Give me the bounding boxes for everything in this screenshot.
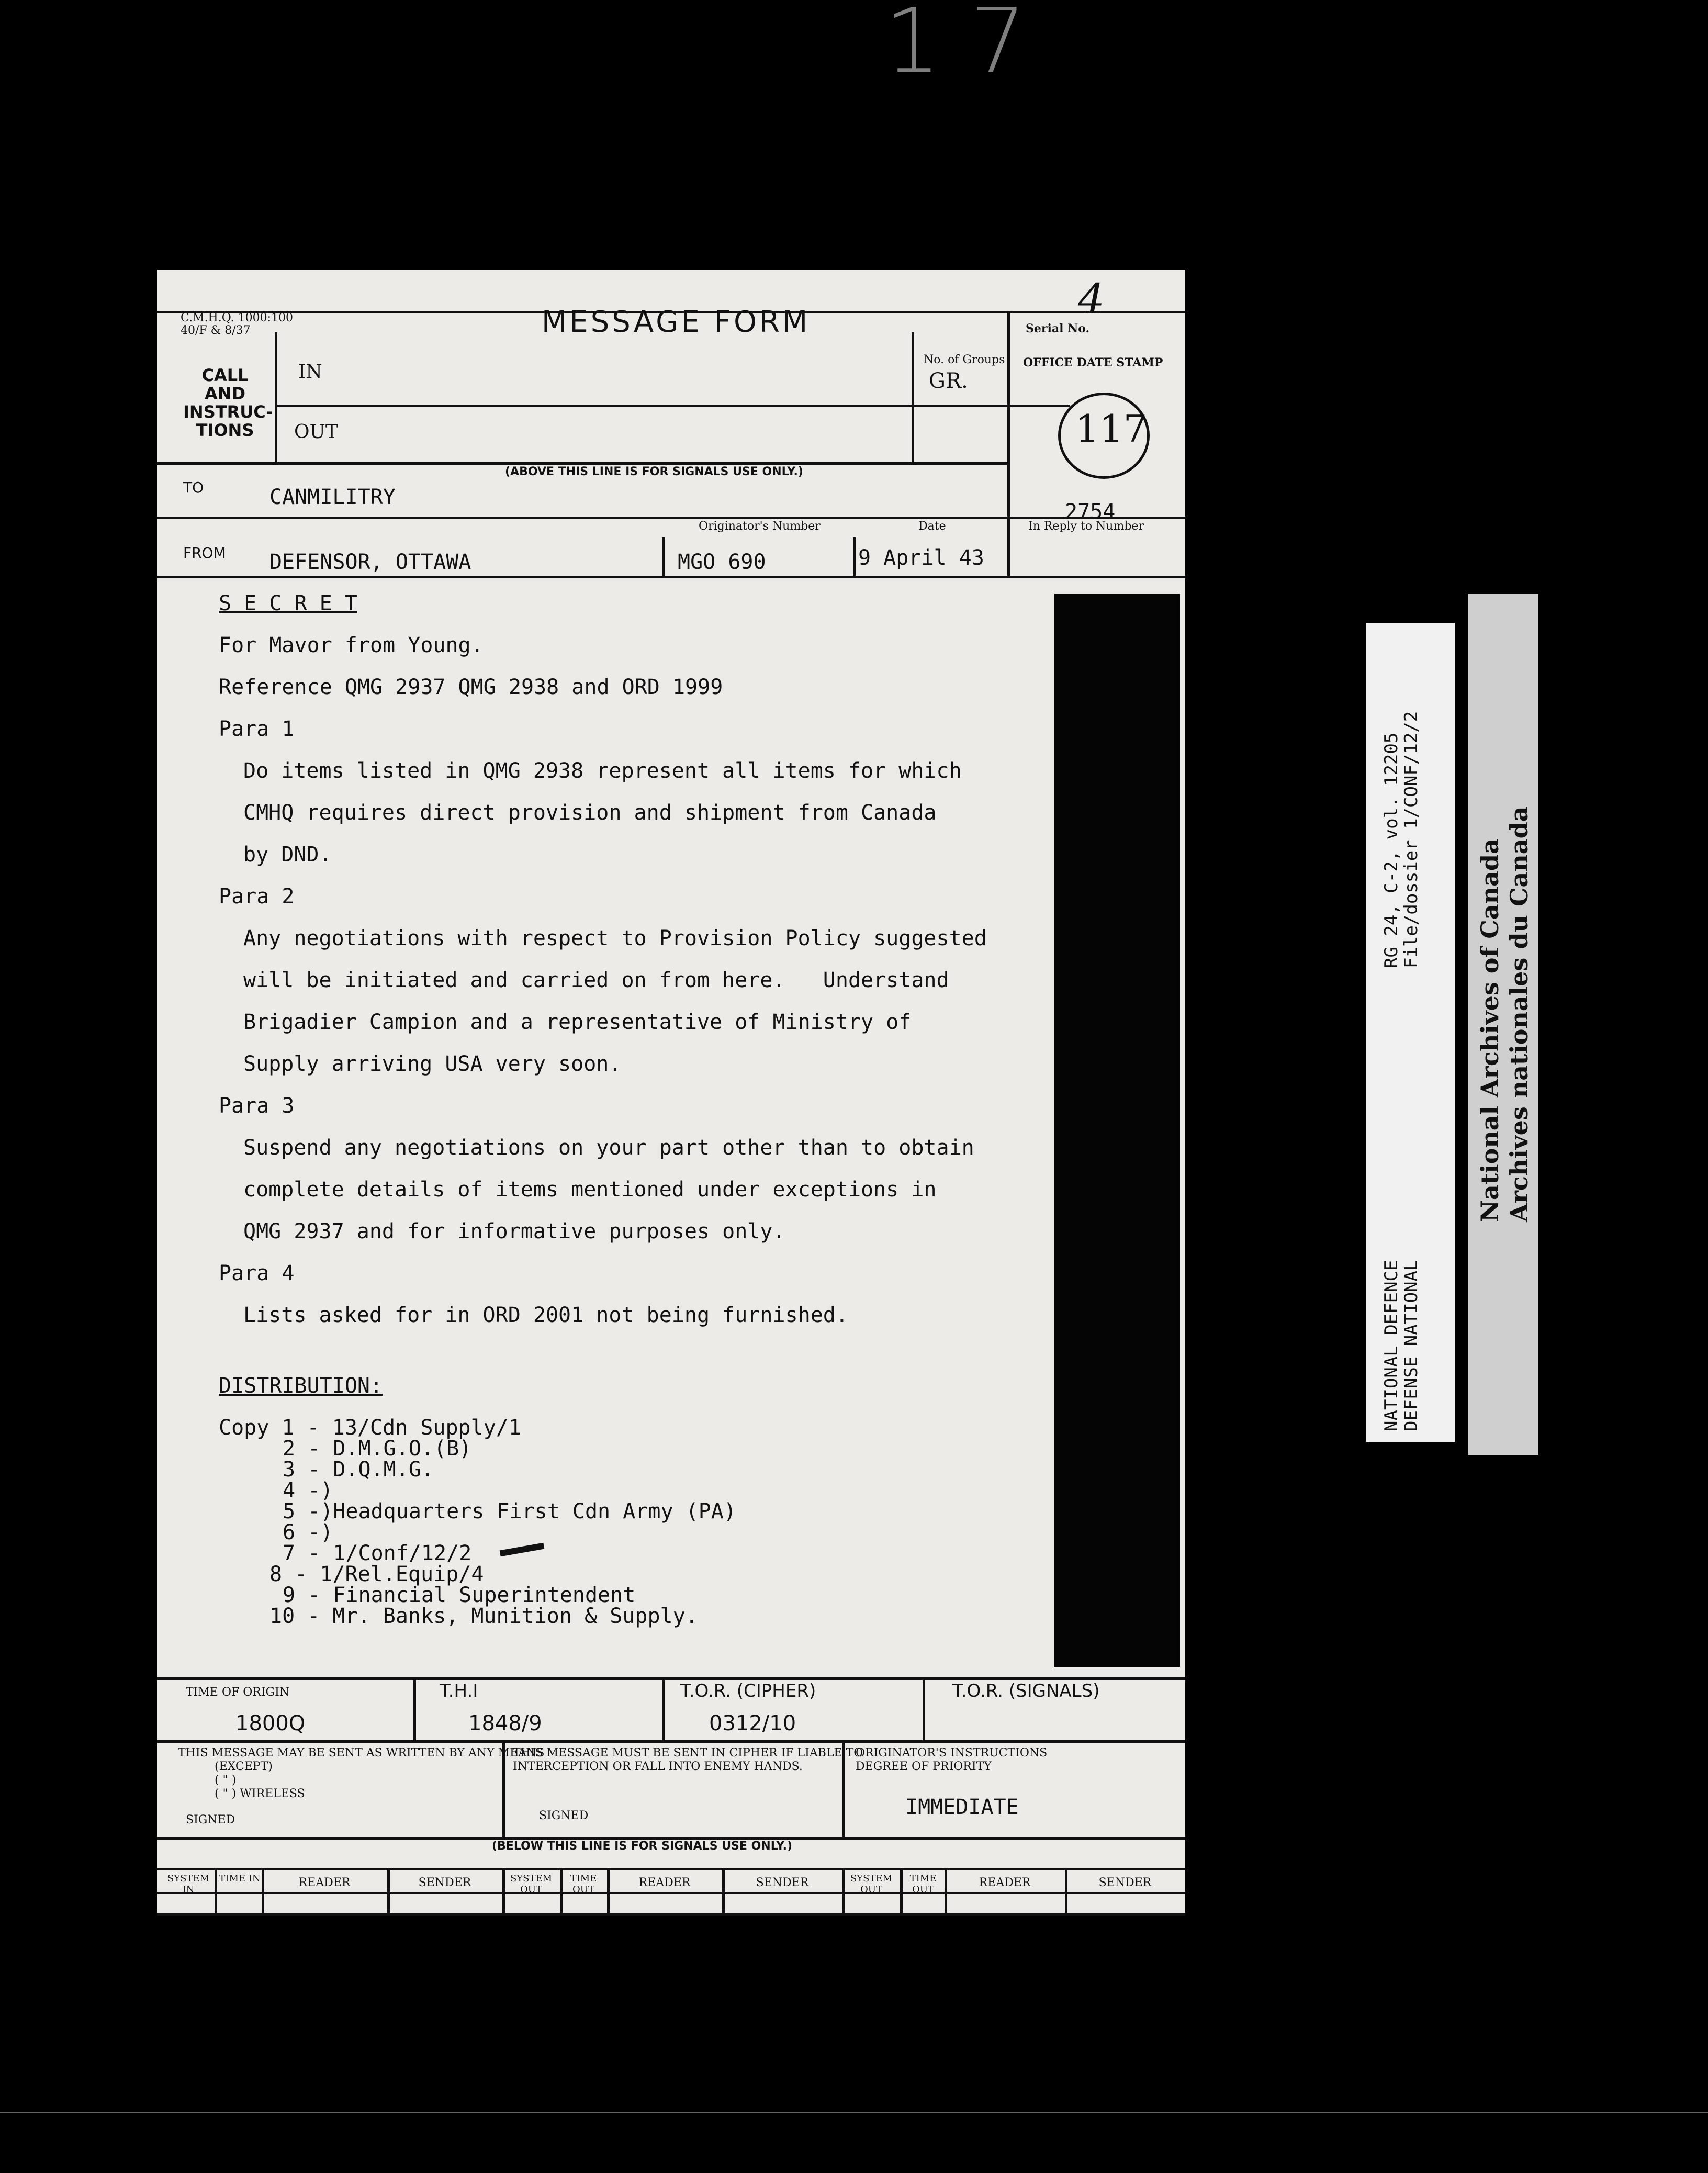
body-line: Do items listed in QMG 2938 represent all items for which bbox=[243, 759, 962, 783]
distribution-item: 3 - D.Q.M.G. bbox=[283, 1458, 434, 1482]
archive-department-line: NATIONAL DEFENCE bbox=[1381, 1260, 1402, 1431]
tor-signals-label: T.O.R. (SIGNALS) bbox=[952, 1681, 1100, 1701]
body-line: Reference QMG 2937 QMG 2938 and ORD 1999 bbox=[219, 675, 723, 699]
instructions-text: DEGREE OF PRIORITY bbox=[856, 1760, 992, 1773]
date-value: 9 April 43 bbox=[858, 546, 984, 570]
in-label: IN bbox=[298, 361, 322, 383]
col-time-in: TIME IN bbox=[219, 1873, 261, 1884]
para-heading: Para 3 bbox=[219, 1094, 295, 1118]
body-line: by DND. bbox=[243, 843, 332, 867]
rule bbox=[923, 1677, 925, 1740]
archive-name-line: Archives nationales du Canada bbox=[1505, 806, 1533, 1222]
scan-edge-line bbox=[0, 2112, 1708, 2113]
form-title: MESSAGE FORM bbox=[542, 305, 811, 339]
archive-department-line: DEFENSE NATIONAL bbox=[1401, 1260, 1422, 1431]
distribution-item: 7 - 1/Conf/12/2 bbox=[283, 1541, 472, 1565]
tor-cipher-value: 0312/10 bbox=[709, 1711, 796, 1735]
rule bbox=[275, 405, 1070, 407]
body-line: For Mavor from Young. bbox=[219, 633, 484, 657]
col-sender: SENDER bbox=[756, 1876, 809, 1889]
para-heading: Para 1 bbox=[219, 717, 295, 741]
distribution-item: Copy 1 - 13/Cdn Supply/1 bbox=[219, 1416, 521, 1440]
cipher-text: INTERCEPTION OR FALL INTO ENEMY HANDS. bbox=[513, 1760, 803, 1773]
serial-label: Serial No. bbox=[1026, 322, 1090, 335]
body-line: Any negotiations with respect to Provision Policy suggested bbox=[243, 926, 987, 950]
rule bbox=[157, 1740, 1185, 1743]
page-number: 17 bbox=[884, 0, 1055, 93]
body-line: Lists asked for in ORD 2001 not being furnished. bbox=[243, 1303, 848, 1327]
col-reader: READER bbox=[979, 1876, 1031, 1889]
to-value: CANMILITRY bbox=[269, 485, 396, 509]
col-reader: READER bbox=[298, 1876, 351, 1889]
groups-value: GR. bbox=[929, 369, 968, 393]
rule bbox=[157, 1892, 1185, 1894]
distribution-item: 8 - 1/Rel.Equip/4 bbox=[269, 1562, 484, 1586]
form-code: C.M.H.Q. 1000:100 bbox=[181, 311, 294, 324]
rule bbox=[912, 332, 914, 463]
from-label: FROM bbox=[183, 544, 226, 562]
rule bbox=[157, 517, 1185, 519]
sent-text: ( " ) bbox=[215, 1774, 237, 1787]
rule bbox=[275, 332, 277, 463]
call-label bbox=[183, 365, 273, 440]
distribution-item: 5 -)Headquarters First Cdn Army (PA) bbox=[283, 1499, 736, 1524]
archive-label bbox=[1468, 594, 1538, 1455]
body-line: will be initiated and carried on from here. Understand bbox=[243, 968, 949, 992]
instructions-text: ORIGINATOR'S INSTRUCTIONS bbox=[856, 1746, 1048, 1760]
body-line: Suspend any negotiations on your part other than to obtain bbox=[243, 1136, 974, 1160]
call-label-line: TIONS bbox=[196, 420, 254, 440]
date-label: Date bbox=[918, 520, 946, 533]
message-form bbox=[157, 270, 1185, 1916]
archive-name-line: National Archives of Canada bbox=[1476, 838, 1504, 1222]
distribution-item: 4 -) bbox=[283, 1478, 333, 1503]
call-label-line: AND bbox=[204, 384, 246, 404]
col-system-out: SYSTEM OUT bbox=[850, 1873, 893, 1895]
rule bbox=[157, 1677, 1185, 1680]
signals-note-top: (ABOVE THIS LINE IS FOR SIGNALS USE ONLY.) bbox=[505, 465, 803, 478]
rule bbox=[413, 1677, 416, 1740]
reference-number: 2754 bbox=[1065, 500, 1116, 524]
rule bbox=[1007, 311, 1010, 578]
signed-label: SIGNED bbox=[186, 1813, 235, 1827]
distribution-item: 10 - Mr. Banks, Munition & Supply. bbox=[269, 1604, 698, 1628]
from-value: DEFENSOR, OTTAWA bbox=[269, 550, 471, 574]
secret-heading: S E C R E T bbox=[219, 591, 357, 615]
distribution-item: 2 - D.M.G.O.(B) bbox=[283, 1437, 472, 1461]
priority-value: IMMEDIATE bbox=[905, 1795, 1019, 1819]
distribution-item: 9 - Financial Superintendent bbox=[283, 1583, 636, 1607]
rule bbox=[853, 537, 856, 577]
time-origin-label: TIME OF ORIGIN bbox=[186, 1686, 290, 1699]
originator-label: Originator's Number bbox=[699, 520, 821, 533]
archive-reference-line: File/dossier 1/CONF/12/2 bbox=[1401, 711, 1422, 968]
para-heading: Para 2 bbox=[219, 884, 295, 909]
archive-reference-label bbox=[1366, 623, 1455, 1442]
col-system-out: SYSTEM OUT bbox=[510, 1873, 553, 1895]
col-sender: SENDER bbox=[1098, 1876, 1152, 1889]
form-code: 40/F & 8/37 bbox=[181, 324, 251, 337]
sent-text: THIS MESSAGE MAY BE SENT AS WRITTEN BY ANY MEANS bbox=[178, 1746, 545, 1760]
archive-department-text bbox=[1381, 1260, 1421, 1431]
originator-value: MGO 690 bbox=[678, 550, 766, 574]
cipher-text: THIS MESSAGE MUST BE SENT IN CIPHER IF LIABLE TO bbox=[513, 1746, 863, 1760]
rule bbox=[157, 462, 1010, 465]
rule bbox=[662, 537, 665, 577]
archive-reference-line: RG 24, C-2, vol. 12205 bbox=[1381, 732, 1402, 968]
col-reader: READER bbox=[638, 1876, 691, 1889]
call-label-line: INSTRUC- bbox=[183, 402, 273, 422]
redaction-block bbox=[1054, 594, 1180, 1667]
para-heading: Para 4 bbox=[219, 1261, 295, 1285]
thi-value: 1848/9 bbox=[468, 1711, 542, 1735]
body-line: complete details of items mentioned under exceptions in bbox=[243, 1178, 937, 1202]
reply-label: In Reply to Number bbox=[1028, 520, 1144, 533]
distribution-item: 6 -) bbox=[283, 1520, 333, 1544]
distribution-heading: DISTRIBUTION: bbox=[219, 1374, 383, 1398]
signals-note-bottom: (BELOW THIS LINE IS FOR SIGNALS USE ONLY.) bbox=[492, 1840, 792, 1853]
col-sender: SENDER bbox=[418, 1876, 471, 1889]
stamp-number: 117 bbox=[1075, 407, 1148, 451]
col-system-in: SYSTEM IN bbox=[167, 1873, 210, 1895]
groups-label: No. of Groups bbox=[924, 353, 1005, 366]
sent-text: (EXCEPT) bbox=[215, 1760, 273, 1773]
archive-name-text bbox=[1475, 806, 1534, 1222]
col-time-out: TIME OUT bbox=[909, 1873, 937, 1895]
signed-label: SIGNED bbox=[539, 1809, 589, 1822]
body-line: CMHQ requires direct provision and shipment from Canada bbox=[243, 801, 937, 825]
out-label: OUT bbox=[294, 421, 338, 443]
rule bbox=[157, 576, 1185, 578]
archive-reference-text bbox=[1381, 711, 1421, 968]
serial-number: 4 bbox=[1078, 275, 1105, 323]
body-line: Brigadier Campion and a representative of Ministry of bbox=[243, 1010, 912, 1034]
thi-label: T.H.I bbox=[440, 1681, 478, 1701]
rule bbox=[662, 1677, 665, 1740]
body-line: QMG 2937 and for informative purposes only. bbox=[243, 1219, 785, 1244]
to-label: TO bbox=[183, 479, 204, 496]
signals-table-header bbox=[157, 1870, 1185, 1901]
time-origin-value: 1800Q bbox=[235, 1711, 306, 1735]
pen-mark bbox=[500, 1543, 545, 1557]
tor-cipher-label: T.O.R. (CIPHER) bbox=[680, 1681, 816, 1701]
body-line: Supply arriving USA very soon. bbox=[243, 1052, 622, 1076]
call-label-line: CALL bbox=[201, 365, 249, 385]
sent-text: ( " ) WIRELESS bbox=[215, 1787, 305, 1800]
col-time-out: TIME OUT bbox=[570, 1873, 597, 1895]
office-stamp-label: OFFICE DATE STAMP bbox=[1023, 356, 1163, 369]
rule bbox=[157, 1913, 1185, 1916]
